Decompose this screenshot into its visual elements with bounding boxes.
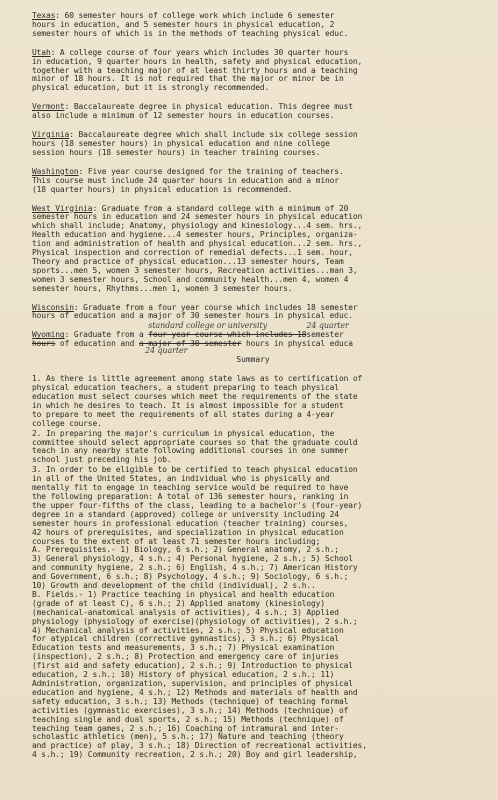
state-text: Five year course designed for the training of teachers. This course must include 24 quarter hours in education and a minor (18 quarter hours) in physical education is recommended. — [32, 166, 344, 194]
state-name: Utah — [32, 47, 51, 57]
state-entry-texas: Texas: 60 semester hours of college work which include 6 semester hours in education, and 5 semester hours in physical education, 2 semester hours of which is in the methods of teaching physical educ. — [32, 11, 349, 38]
summary-item-3: 3. In order to be eligible to be certified to teach physical education in all of the United States, an individual who is physically and mentally fit to engage in teaching service would be required to have the following preparation: A total of 136 semester hours, ranking in the upper four-fifths of the class, leading to a bachelor's (four-year) degree in a standard (approved) college or university including 24 semester hours in professional education (teacher training) courses, 42 hours of prerequisites, and specialization in physical education courses to the extent of at least 71 semester hours including; A. Prerequisites.- 1) Biology, 6 s.h.; 2) General anatomy, 2 s.h.; 3) General physiology, 4 s.h.; 4) Personal hygiene, 2 s.h.; 5) School and community hygiene, 2 s.h.; 6) English, 4 s.h.; 7) American History and Government, 6 s.h.; 8) Psychology, 4 s.h.; 9) Sociology, 6 s.h.; 10) Growth and development of the child (individual), 2 s.h.. B. Fields.- 1) Practice teaching in physical and health education (grade of at least C), 6 s.h.; 2) Applied anatomy (kinesiology) (mechanical-anatomical analysis of activities), 4 s.h.; 3) Applied physiology (physiology of exercise)(physiology of activities), 2 s.h.; 4) Mechanical analysis of activities, 2 s.h.; 5) Physical education for atypical children (corrective gymnastics), 3 s.h.; 6) Physical Education tests and measurements, 3 s.h.; 7) Physical examination (inspection), 2 s.h.; 8) Protection and emergency care of injuries (first aid and safety education), 2 s.h.; 9) Introduction to physical education, 2 s.h.; 10) History of physical education, 2 s.h.; 11) Administration, organization, supervision, and principles of physical education and hygiene, 4 s.h.; 12) Methods and materials of health and safety education, 3 s.h.; 13) Methods (technique) of teaching formal activities (gymnastic exercises), 3 s.h.; 14) Methods (technique) of teaching single and dual sports, 2 s.h.; 15) Methods (technique) of teaching team games, 2 s.h.; 16) Coaching of intramural and inter- scholastic athletics (men), 5 s.h.; 17) Nature and teaching (theory and practice) of play, 3 s.h.; 18) Direction of recreational activities, 4 s.h.; 19) Community recreation, 2 s.h.; 20) Boy and girl leadership, — [32, 465, 367, 760]
state-entry-virginia: Virginia: Baccalaureate degree which shall include six college session hours (18 semester hours) in physical education and nine college session hours (18 semester hours) in teacher training courses. — [32, 130, 358, 157]
state-text: A college course of four years which includes 30 quarter hours in education, 9 quarter hours in health, safety and physical education, together with a teaching major of at least thirty hours and a teaching minor of 18 hours. It is not required that the major or minor be in physical education, but it is strongly recommended. — [32, 47, 363, 93]
state-name: Wisconsin — [32, 302, 74, 312]
state-text: Graduate from a four year course which includes 18 semester hours of education and a major of 30 semester hours in physical educ. — [32, 302, 358, 321]
state-text: Baccalaureate degree in physical education. This degree must also include a minimum of 12 semester hours in education courses. — [32, 102, 353, 121]
wyoming-text-1: Graduate from a — [73, 330, 149, 340]
wyoming-line-1: Wyoming: Graduate from a standard college or university four year course which includes 18 24 quarter semester — [32, 321, 349, 340]
wyoming-text-1b: semester — [306, 330, 344, 340]
state-name: West Virginia — [32, 203, 93, 213]
struck-text: a major of 30 semester — [138, 339, 242, 349]
state-name: Washington — [32, 166, 79, 176]
state-name: Vermont — [32, 102, 65, 112]
state-name: Texas — [32, 11, 56, 20]
wyoming-text-2: of education and — [55, 339, 139, 349]
summary-item-2: 2. In preparing the major's curriculum in physical education, the committee should select appropriate courses so that the graduate could teach in any nearby state following additional courses in one summer school just preceding his job. — [32, 428, 358, 465]
state-name: Wyoming — [32, 330, 65, 340]
struck-text: four year course which includes 18 — [148, 330, 307, 340]
state-entry-utah: Utah: A college course of four years which includes 30 quarter hours in education, 9 quarter hours in health, safety and physical education, together with a teaching major of at least thirty hours and a teaching minor of 18 hours. It is not required that the major or minor be in physical education, but it is strongly recommended. — [32, 47, 363, 93]
wyoming-line-2 — [32, 339, 474, 356]
wyoming-text-2b: hours in physical educa — [241, 339, 353, 349]
state-entry-wyoming — [32, 321, 474, 356]
state-name: Virginia — [32, 130, 70, 140]
summary-heading: Summary — [236, 355, 270, 365]
state-text: 60 semester hours of college work which include 6 semester hours in education, and 5 semester hours in physical education, 2 semester hours of which is in the methods of teaching physical educ. — [32, 11, 349, 38]
struck-text: hours — [32, 339, 56, 349]
handwritten-insertion: 24 quarter — [306, 321, 349, 331]
state-entry-vermont: Vermont: Baccalaureate degree in physical education. This degree must also include a minimum of 12 semester hours in education courses. — [32, 102, 353, 121]
handwritten-insertion: standard college or university — [148, 321, 267, 331]
state-text: Graduate from a standard college with a minimum of 20 semester hours in education and 24 semester hours in physical education which shall include; Anatomy, physiology and kinesiology...4 sem. hrs., Health education and hygiene...4 semester hours, Principles, organiza- tion and administration of health and physical education...2 sem. hrs., Physical inspection and correction of remedial defects...1 sem. hour, Theory and practice of physical education...13 semester hours, Team sports...men 5, women 3 semester hours, Recreation activities...man 3, women 3 semester hours, School and community health...men 4, women 4 semester hours, Rhythms...men 1, women 3 semester hours. — [32, 203, 363, 293]
summary-item-1: 1. As there is little agreement among state laws as to certification of physical education teachers, a student preparing to teach physical education must select courses which meet the requirements of the state in which he desires to teach. It is almost impossible for a student to prepare to meet the requirements of all states during a 4-year college course. — [32, 374, 363, 428]
state-entry-wisconsin: Wisconsin: Graduate from a four year course which includes 18 semester hours of education and a major of 30 semester hours in physical educ. — [32, 302, 358, 321]
handwritten-insertion: 24 quarter — [144, 346, 188, 356]
state-entry-washington: Washington: Five year course designed for the training of teachers. This course must include 24 quarter hours in education and a minor (18 quarter hours) in physical education is recommended. — [32, 166, 344, 194]
state-entry-west-virginia: West Virginia: Graduate from a standard college with a minimum of 20 semester hours in education and 24 semester hours in physical education which shall include; Anatomy, physiology and kinesiology...4 sem. hrs., Health education and hygiene...4 semester hours, Principles, organiza- tion and administration of health and physical education...2 sem. hrs., Physical inspection and correction of remedial defects...1 sem. hour, Theory and practice of physical education...13 semester hours, Team sports...men 5, women 3 semester hours, Recreation activities...man 3, women 3 semester hours, School and community health...men 4, women 4 semester hours, Rhythms...men 1, women 3 semester hours. — [32, 203, 363, 293]
state-text: Baccalaureate degree which shall include six college session hours (18 semester hours) in physical education and nine college session hours (18 semester hours) in teacher training courses. — [32, 130, 358, 157]
